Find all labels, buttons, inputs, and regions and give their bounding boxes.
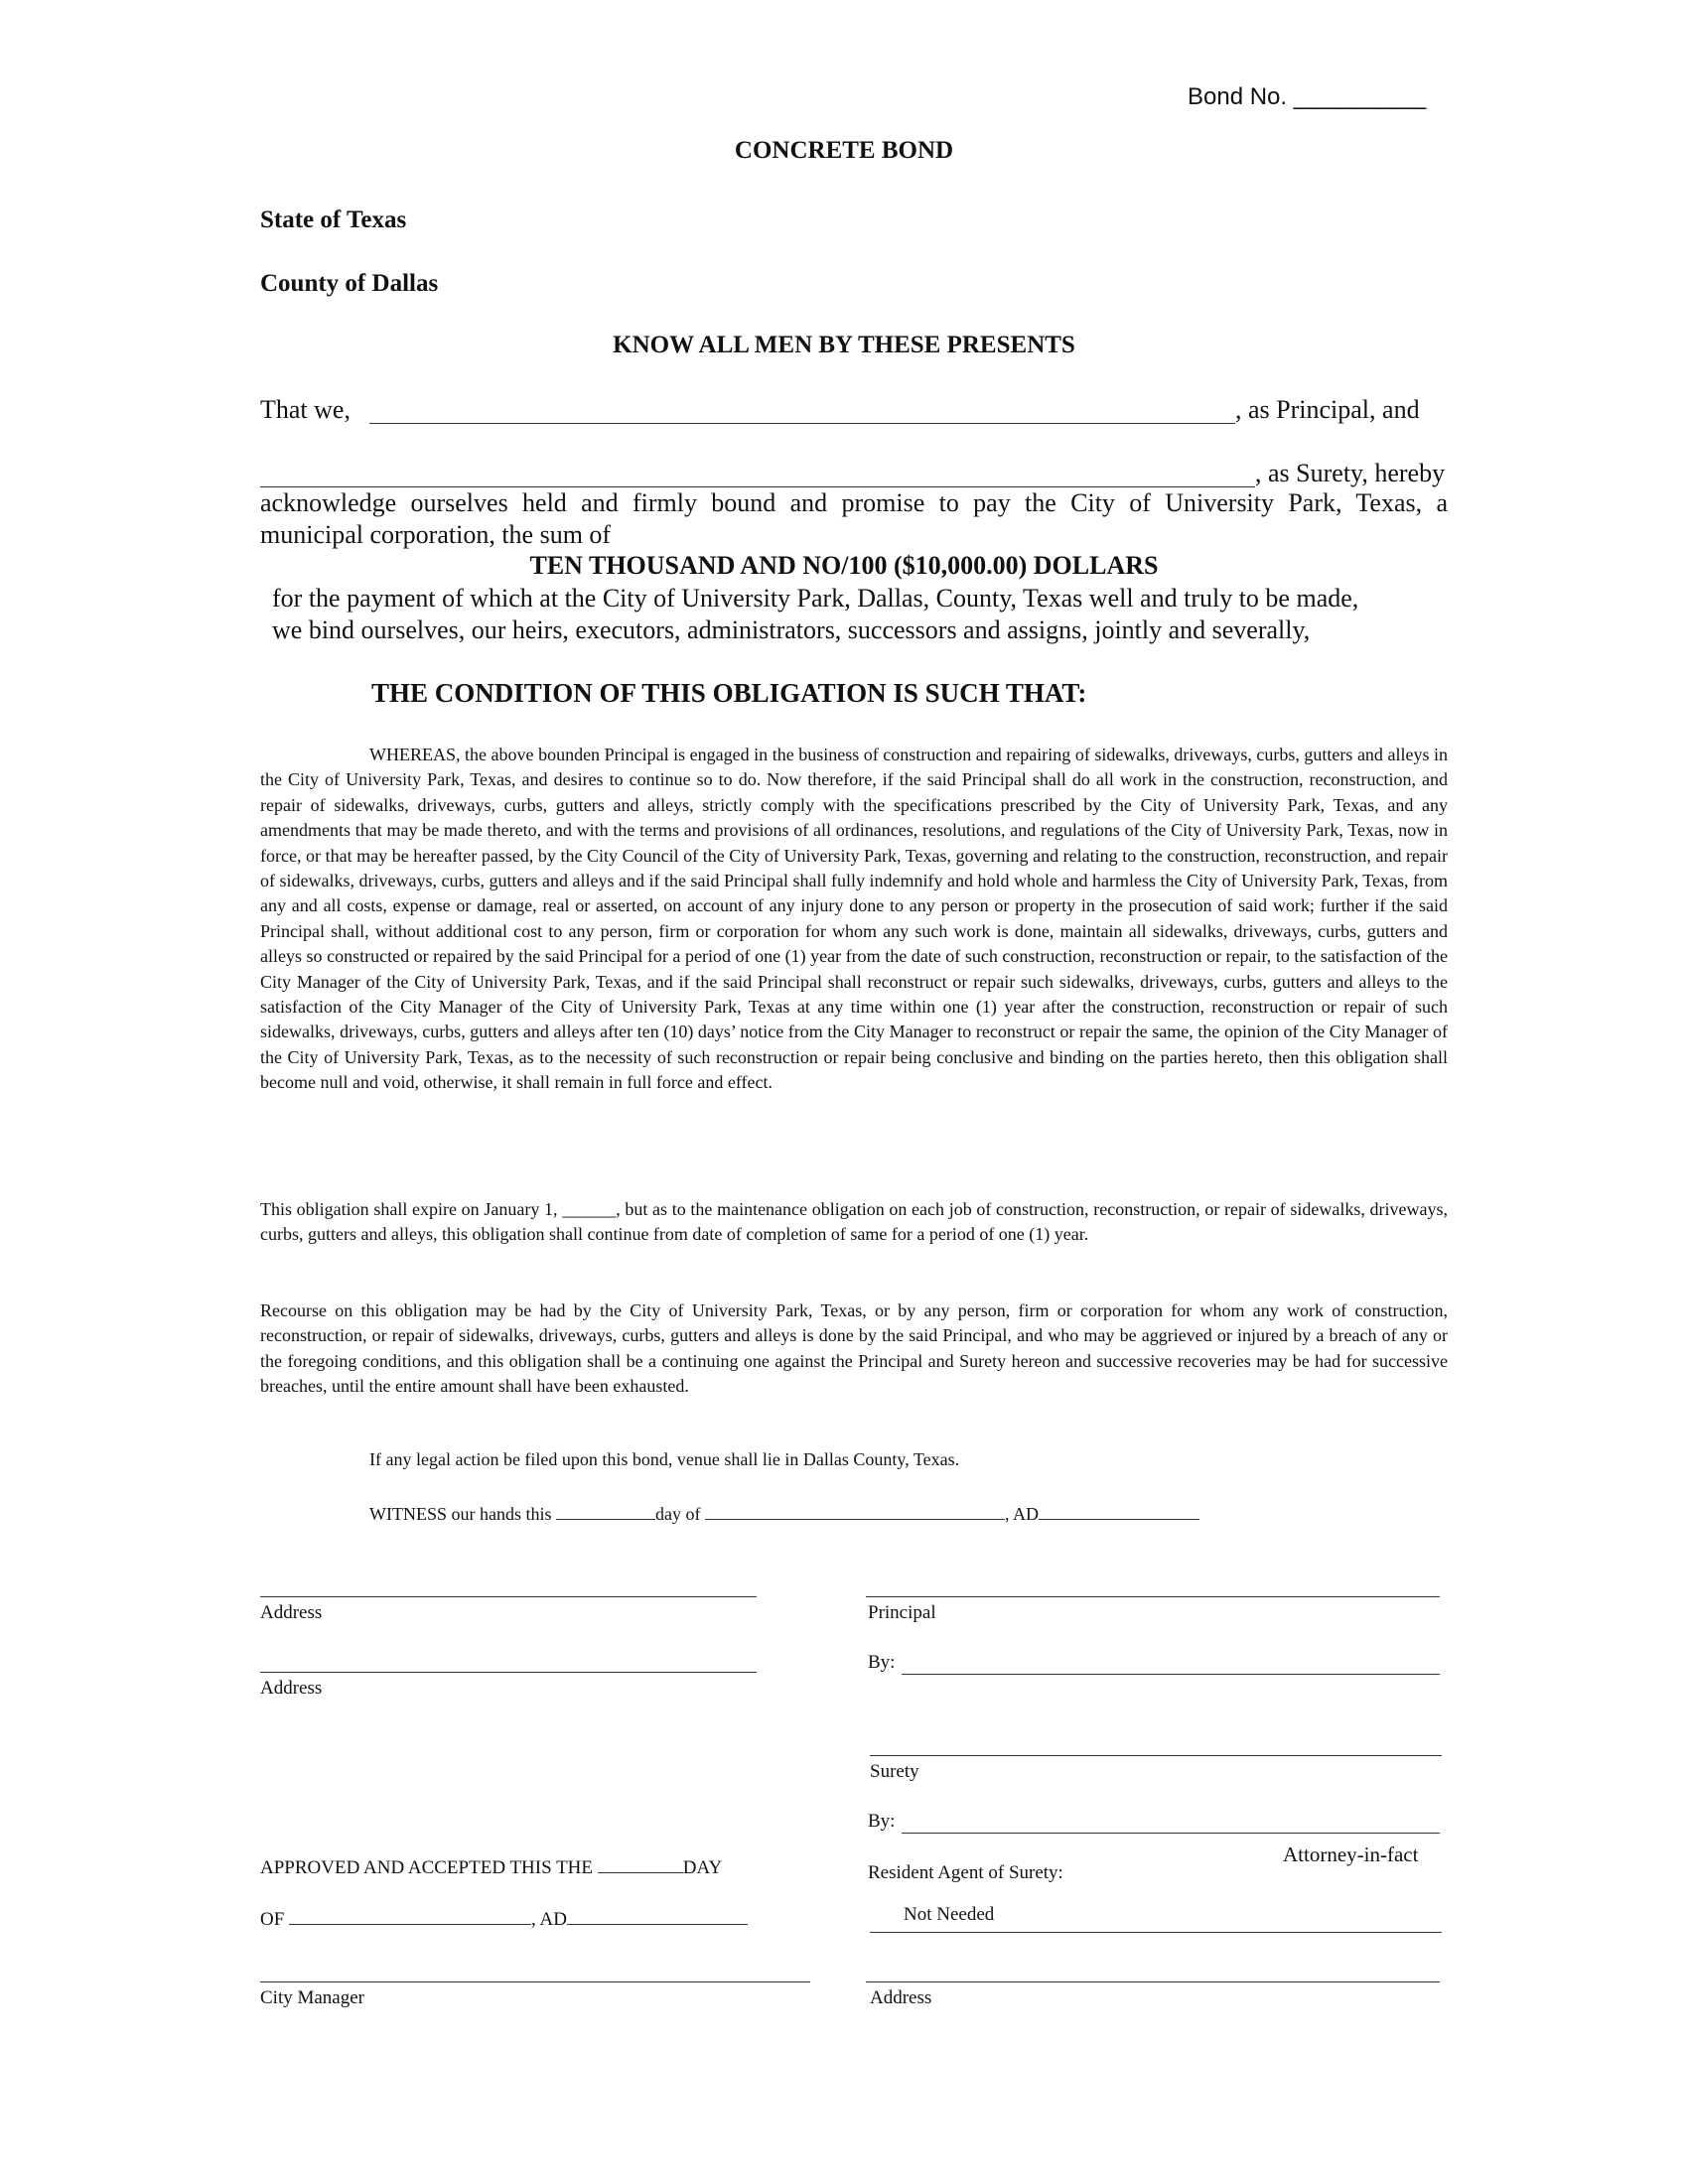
address-label-2: Address bbox=[260, 1678, 323, 1699]
condition-heading: THE CONDITION OF THIS OBLIGATION IS SUCH THAT: bbox=[371, 678, 1087, 708]
address-line-2[interactable] bbox=[260, 1672, 757, 1673]
approved-ad-label: , AD bbox=[531, 1909, 567, 1930]
venue-sentence: If any legal action be filed upon this bond, venue shall lie in Dallas County, Texas. bbox=[369, 1449, 960, 1469]
document-title: CONCRETE BOND bbox=[734, 137, 954, 164]
surety-label: Surety bbox=[870, 1761, 919, 1782]
attorney-in-fact-label: Attorney-in-fact bbox=[1283, 1843, 1419, 1866]
witness-day-blank[interactable] bbox=[556, 1499, 655, 1520]
presents-heading: KNOW ALL MEN BY THESE PRESENTS bbox=[613, 332, 1075, 358]
city-manager-label: City Manager bbox=[260, 1987, 365, 2008]
approved-line bbox=[260, 1852, 722, 1879]
approved-month-blank[interactable] bbox=[289, 1904, 531, 1925]
county-label: County of Dallas bbox=[260, 270, 439, 297]
address-line-1[interactable] bbox=[260, 1596, 757, 1597]
principal-blank[interactable] bbox=[369, 423, 1235, 424]
state-label: State of Texas bbox=[260, 206, 407, 233]
principal-by-line[interactable] bbox=[902, 1674, 1440, 1675]
city-manager-line[interactable] bbox=[260, 1981, 810, 1982]
agent-address-label: Address bbox=[870, 1987, 932, 2008]
witness-ad-label: , AD bbox=[1004, 1504, 1039, 1524]
approved-year-blank[interactable] bbox=[567, 1904, 748, 1925]
principal-lead: That we, bbox=[260, 395, 351, 424]
surety-signature-line[interactable] bbox=[870, 1755, 1442, 1756]
acknowledge-line-1: acknowledge ourselves held and firmly bound and promise to pay the City of University Park, Texas, a bbox=[260, 488, 1448, 517]
agent-address-line[interactable] bbox=[866, 1981, 1440, 1982]
approved-of-line bbox=[260, 1904, 748, 1931]
whereas-paragraph: WHEREAS, the above bounden Principal is engaged in the business of construction and repairing of sidewalks, driveways, curbs, gutters and alleys in the City of University Park, Texas, and desires to continue so to do. Now therefore, if the said Principal shall do all work in the construction, reconstruction, and repair of sidewalks, driveways, curbs, gutters and alleys, strictly comply with the specifications prescribed by the City of University Park, Texas, and any amendments that may be made thereto, and with the terms and provisions of all ordinances, resolutions, and regulations of the City of University Park, Texas, now in force, or that may be hereafter passed, by the City Council of the City of University Park, Texas, governing and relating to the construction, reconstruction, and repair of sidewalks, driveways, curbs, gutters and alleys and if the said Principal shall fully indemnify and hold whole and harmless the City of University Park, Texas, from any and all costs, expense or damage, real or asserted, on account of any injury done to any person or property in the prosecution of said work; further if the said Principal shall, without additional cost to any person, firm or corporation for whom any such work is done, maintain all sidewalks, driveways, curbs, gutters and alleys so constructed or repaired by the said Principal for a period of one (1) year from the date of such construction, reconstruction or repair, to the satisfaction of the City Manager of the City of University Park, Texas, and if the said Principal shall reconstruct or repair such sidewalks, driveways, curbs, gutters and alleys to the satisfaction of the City Manager of the City of University Park, Texas at any time within one (1) year after the construction, reconstruction or repair of such sidewalks, driveways, curbs, gutters and alleys after ten (10) days’ notice from the City Manager to reconstruct or repair the same, the opinion of the City Manager of the City of University Park, Texas, as to the necessity of such reconstruction or repair being conclusive and binding on the parties hereto, then this obligation shall become null and void, otherwise, it shall remain in full force and effect. bbox=[260, 745, 1448, 1093]
approved-of-label: OF bbox=[260, 1909, 285, 1930]
witness-day-label: day of bbox=[655, 1504, 701, 1524]
principal-tail: , as Principal, and bbox=[1235, 395, 1420, 424]
principal-by-label: By: bbox=[868, 1652, 896, 1673]
surety-by-line[interactable] bbox=[902, 1833, 1440, 1834]
address-label-1: Address bbox=[260, 1602, 323, 1623]
acknowledge-line-2: municipal corporation, the sum of bbox=[260, 520, 612, 549]
witness-month-blank[interactable] bbox=[705, 1499, 1005, 1520]
principal-signature-line[interactable] bbox=[866, 1596, 1440, 1597]
resident-agent-value: Not Needed bbox=[904, 1904, 995, 1925]
witness-year-blank[interactable] bbox=[1039, 1499, 1199, 1520]
surety-blank[interactable] bbox=[260, 486, 1255, 487]
payment-line-1: for the payment of which at the City of University Park, Dallas, County, Texas well and truly to be made, bbox=[272, 584, 1359, 613]
witness-line bbox=[369, 1499, 1199, 1525]
payment-line-2: we bind ourselves, our heirs, executors, administrators, successors and assigns, jointly and severally, bbox=[272, 615, 1311, 644]
approved-day-blank[interactable] bbox=[598, 1852, 683, 1873]
witness-lead: WITNESS our hands this bbox=[369, 1504, 552, 1524]
recourse-paragraph: Recourse on this obligation may be had by the City of University Park, Texas, or by any person, firm or corporation for whom any work of construction, reconstruction, or repair of sidewalks, driveways, curbs, gutters and alleys is done by the said Principal, and who may be aggrieved or injured by a breach of any or the foregoing conditions, and this obligation shall be a continuing one against the Principal and Surety hereon and successive recoveries may be had for successive breaches, until the entire amount shall have been exhausted. bbox=[260, 1300, 1448, 1397]
resident-agent-line[interactable] bbox=[870, 1932, 1442, 1933]
approved-day-label: DAY bbox=[682, 1857, 723, 1878]
principal-label: Principal bbox=[868, 1602, 936, 1623]
bond-amount: TEN THOUSAND AND NO/100 ($10,000.00) DOLLARS bbox=[529, 551, 1159, 580]
approved-lead: APPROVED AND ACCEPTED THIS THE bbox=[260, 1857, 594, 1878]
bond-number: Bond No. __________ bbox=[1188, 83, 1427, 110]
surety-by-label: By: bbox=[868, 1811, 896, 1832]
expiration-paragraph: This obligation shall expire on January 1, ______, but as to the maintenance obligation on each job of construction, reconstruction, or repair of sidewalks, driveways, curbs, gutters and alleys, this obligation shall continue from date of completion of same for a period of one (1) year. bbox=[260, 1199, 1448, 1245]
surety-tail: , as Surety, hereby bbox=[1255, 459, 1446, 487]
resident-agent-label: Resident Agent of Surety: bbox=[868, 1862, 1063, 1883]
